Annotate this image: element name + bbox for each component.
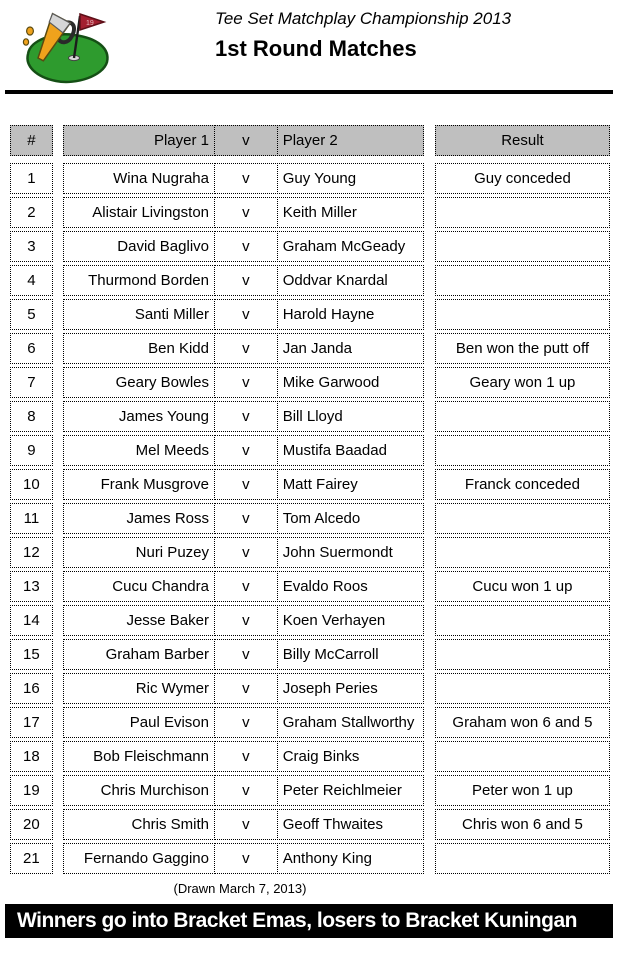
player2-name: Mike Garwood xyxy=(277,367,424,398)
match-number: 1 xyxy=(10,163,53,194)
player2-name: Mustifa Baadad xyxy=(277,435,424,466)
match-result: Chris won 6 and 5 xyxy=(435,809,610,840)
match-number: 5 xyxy=(10,299,53,330)
match-result: Graham won 6 and 5 xyxy=(435,707,610,738)
match-result xyxy=(435,843,610,874)
table-row xyxy=(10,265,610,296)
player2-name: Graham McGeady xyxy=(277,231,424,262)
versus-label: v xyxy=(214,503,278,534)
player2-name: Graham Stallworthy xyxy=(277,707,424,738)
column-gap xyxy=(424,469,435,500)
player1-name: Thurmond Borden xyxy=(63,265,215,296)
player1-name: Jesse Baker xyxy=(63,605,215,636)
column-gap xyxy=(424,843,435,874)
table-row xyxy=(10,639,610,670)
versus-label: v xyxy=(214,537,278,568)
player1-name: Frank Musgrove xyxy=(63,469,215,500)
match-result xyxy=(435,639,610,670)
matches-table xyxy=(10,125,610,874)
match-number: 3 xyxy=(10,231,53,262)
match-result: Ben won the putt off xyxy=(435,333,610,364)
match-result xyxy=(435,741,610,772)
player2-name: Tom Alcedo xyxy=(277,503,424,534)
player2-name: Koen Verhayen xyxy=(277,605,424,636)
player2-name: Jan Janda xyxy=(277,333,424,364)
versus-label: v xyxy=(214,469,278,500)
column-header-number: # xyxy=(10,125,53,156)
table-row xyxy=(10,673,610,704)
tournament-title: Tee Set Matchplay Championship 2013 xyxy=(215,9,512,28)
match-number: 10 xyxy=(10,469,53,500)
column-header-player1: Player 1 xyxy=(63,125,215,156)
match-number: 19 xyxy=(10,775,53,806)
column-gap xyxy=(424,197,435,228)
column-gap xyxy=(53,231,63,262)
versus-label: v xyxy=(214,333,278,364)
match-result: Geary won 1 up xyxy=(435,367,610,398)
match-number: 2 xyxy=(10,197,53,228)
table-row xyxy=(10,809,610,840)
column-gap xyxy=(53,197,63,228)
player1-name: Santi Miller xyxy=(63,299,215,330)
column-gap xyxy=(53,125,63,156)
versus-label: v xyxy=(214,639,278,670)
column-header-versus: v xyxy=(214,125,278,156)
match-number: 7 xyxy=(10,367,53,398)
column-gap xyxy=(53,707,63,738)
table-row xyxy=(10,469,610,500)
player1-name: David Baglivo xyxy=(63,231,215,262)
column-gap xyxy=(53,503,63,534)
match-result xyxy=(435,673,610,704)
column-gap xyxy=(424,741,435,772)
column-gap xyxy=(53,299,63,330)
player1-name: Fernando Gaggino xyxy=(63,843,215,874)
page-title: 1st Round Matches xyxy=(215,36,417,61)
header-divider-rule xyxy=(5,90,613,94)
column-header-player2: Player 2 xyxy=(277,125,424,156)
player2-name: Billy McCarroll xyxy=(277,639,424,670)
player1-name: Nuri Puzey xyxy=(63,537,215,568)
match-number: 21 xyxy=(10,843,53,874)
column-gap xyxy=(53,401,63,432)
column-gap xyxy=(424,299,435,330)
versus-label: v xyxy=(214,401,278,432)
player2-name: Matt Fairey xyxy=(277,469,424,500)
column-gap xyxy=(424,707,435,738)
match-result xyxy=(435,265,610,296)
versus-label: v xyxy=(214,197,278,228)
match-result xyxy=(435,197,610,228)
player1-name: Ric Wymer xyxy=(63,673,215,704)
table-row xyxy=(10,299,610,330)
column-gap xyxy=(53,537,63,568)
table-row xyxy=(10,367,610,398)
column-gap xyxy=(53,775,63,806)
match-result: Guy conceded xyxy=(435,163,610,194)
player1-name: James Ross xyxy=(63,503,215,534)
table-row xyxy=(10,537,610,568)
versus-label: v xyxy=(214,231,278,262)
player2-name: Harold Hayne xyxy=(277,299,424,330)
match-result xyxy=(435,537,610,568)
title-block xyxy=(215,8,511,62)
column-gap xyxy=(424,571,435,602)
match-result: Cucu won 1 up xyxy=(435,571,610,602)
match-result: Peter won 1 up xyxy=(435,775,610,806)
match-result: Franck conceded xyxy=(435,469,610,500)
match-number: 6 xyxy=(10,333,53,364)
versus-label: v xyxy=(214,571,278,602)
table-row xyxy=(10,197,610,228)
column-gap xyxy=(53,163,63,194)
match-number: 11 xyxy=(10,503,53,534)
column-gap xyxy=(53,741,63,772)
column-gap xyxy=(53,639,63,670)
column-gap xyxy=(424,639,435,670)
player2-name: Evaldo Roos xyxy=(277,571,424,602)
versus-label: v xyxy=(214,741,278,772)
column-gap xyxy=(53,333,63,364)
player1-name: Graham Barber xyxy=(63,639,215,670)
player1-name: Paul Evison xyxy=(63,707,215,738)
versus-label: v xyxy=(214,707,278,738)
versus-label: v xyxy=(214,367,278,398)
table-row xyxy=(10,775,610,806)
column-gap xyxy=(424,673,435,704)
column-gap xyxy=(53,469,63,500)
player1-name: Ben Kidd xyxy=(63,333,215,364)
player1-name: James Young xyxy=(63,401,215,432)
player1-name: Chris Murchison xyxy=(63,775,215,806)
table-body xyxy=(10,163,610,874)
match-result xyxy=(435,605,610,636)
player1-name: Wina Nugraha xyxy=(63,163,215,194)
column-gap xyxy=(53,809,63,840)
versus-label: v xyxy=(214,265,278,296)
player1-name: Chris Smith xyxy=(63,809,215,840)
column-gap xyxy=(424,265,435,296)
column-gap xyxy=(53,367,63,398)
player2-name: Craig Binks xyxy=(277,741,424,772)
column-gap xyxy=(424,333,435,364)
column-gap xyxy=(424,809,435,840)
match-number: 20 xyxy=(10,809,53,840)
svg-text:19: 19 xyxy=(86,20,94,27)
golf-19th-hole-logo-icon xyxy=(14,4,116,88)
table-row xyxy=(10,231,610,262)
versus-label: v xyxy=(214,775,278,806)
player2-name: Bill Lloyd xyxy=(277,401,424,432)
column-gap xyxy=(53,435,63,466)
player1-name: Bob Fleischmann xyxy=(63,741,215,772)
column-gap xyxy=(424,231,435,262)
column-gap xyxy=(424,163,435,194)
match-number: 15 xyxy=(10,639,53,670)
match-number: 8 xyxy=(10,401,53,432)
match-number: 14 xyxy=(10,605,53,636)
match-number: 18 xyxy=(10,741,53,772)
player1-name: Mel Meeds xyxy=(63,435,215,466)
player2-name: Guy Young xyxy=(277,163,424,194)
versus-label: v xyxy=(214,843,278,874)
table-row xyxy=(10,401,610,432)
versus-label: v xyxy=(214,435,278,466)
player2-name: Oddvar Knardal xyxy=(277,265,424,296)
player1-name: Geary Bowles xyxy=(63,367,215,398)
player1-name: Alistair Livingston xyxy=(63,197,215,228)
player2-name: Keith Miller xyxy=(277,197,424,228)
match-result xyxy=(435,401,610,432)
versus-label: v xyxy=(214,673,278,704)
table-header-row xyxy=(10,125,610,156)
column-header-result: Result xyxy=(435,125,610,156)
match-number: 13 xyxy=(10,571,53,602)
column-gap xyxy=(424,367,435,398)
match-number: 12 xyxy=(10,537,53,568)
table-row xyxy=(10,707,610,738)
column-gap xyxy=(424,401,435,432)
match-number: 4 xyxy=(10,265,53,296)
versus-label: v xyxy=(214,605,278,636)
player2-name: Anthony King xyxy=(277,843,424,874)
match-result xyxy=(435,299,610,330)
player2-name: Joseph Peries xyxy=(277,673,424,704)
table-row xyxy=(10,333,610,364)
match-result xyxy=(435,231,610,262)
column-gap xyxy=(53,605,63,636)
table-row xyxy=(10,741,610,772)
match-result xyxy=(435,435,610,466)
column-gap xyxy=(424,503,435,534)
column-gap xyxy=(424,605,435,636)
column-gap xyxy=(53,673,63,704)
match-result xyxy=(435,503,610,534)
player2-name: John Suermondt xyxy=(277,537,424,568)
versus-label: v xyxy=(214,163,278,194)
match-number: 9 xyxy=(10,435,53,466)
versus-label: v xyxy=(214,299,278,330)
column-gap xyxy=(424,537,435,568)
column-gap xyxy=(424,775,435,806)
player1-name: Cucu Chandra xyxy=(63,571,215,602)
match-number: 16 xyxy=(10,673,53,704)
column-gap xyxy=(53,265,63,296)
versus-label: v xyxy=(214,809,278,840)
table-row xyxy=(10,503,610,534)
page-header xyxy=(0,0,618,90)
player2-name: Geoff Thwaites xyxy=(277,809,424,840)
table-row xyxy=(10,163,610,194)
table-row xyxy=(10,571,610,602)
match-number: 17 xyxy=(10,707,53,738)
table-row xyxy=(10,843,610,874)
table-row xyxy=(10,435,610,466)
player2-name: Peter Reichlmeier xyxy=(277,775,424,806)
column-gap xyxy=(424,435,435,466)
column-gap xyxy=(53,571,63,602)
column-gap xyxy=(424,125,435,156)
bracket-info-banner: Winners go into Bracket Emas, losers to Bracket Kuningan xyxy=(5,904,613,938)
drawn-date-note: (Drawn March 7, 2013) xyxy=(173,881,307,896)
table-row xyxy=(10,605,610,636)
column-gap xyxy=(53,843,63,874)
